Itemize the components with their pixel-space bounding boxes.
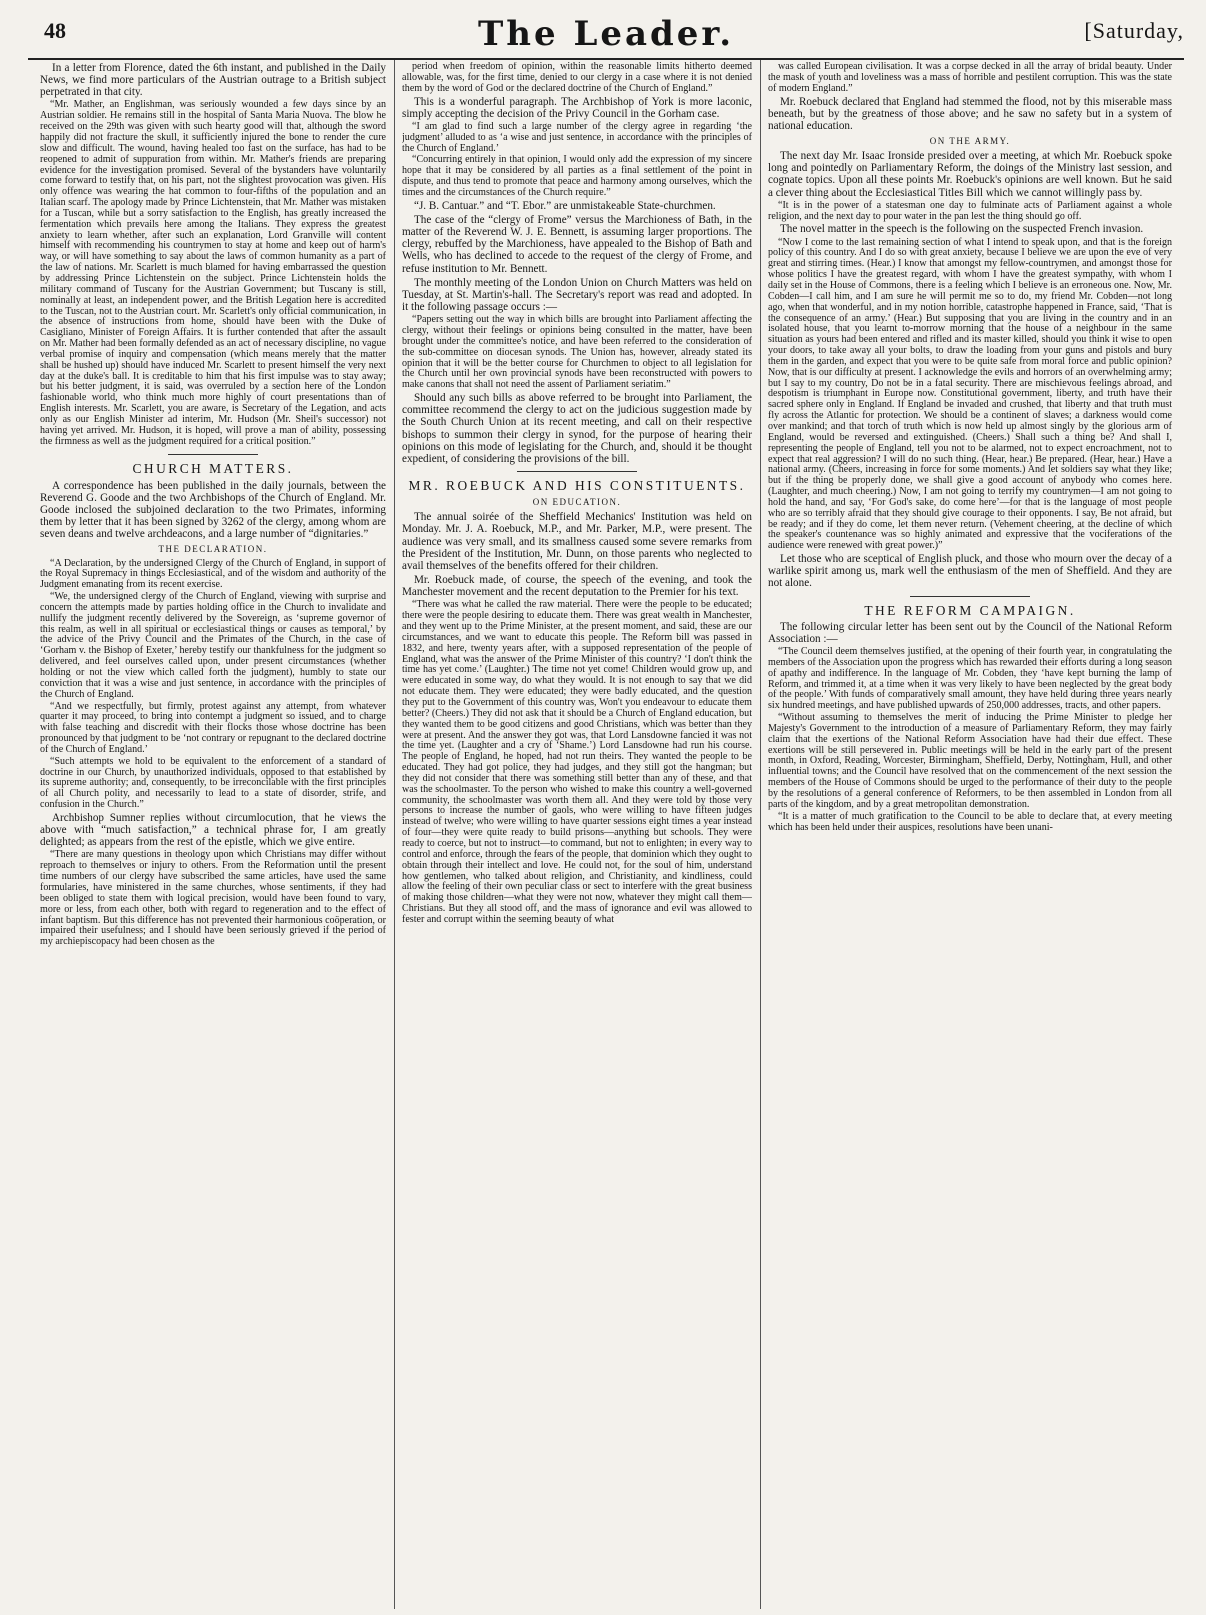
subheading-education: ON EDUCATION. — [532, 497, 622, 508]
paragraph: “J. B. Cantuar.” and “T. Ebor.” are unmistakeable State-churchmen. — [414, 199, 716, 212]
paragraph: A correspondence has been published in the daily journals, between the Reverend G. Goode and the two Archbishops of the Church of England. Mr. Goode inclosed the subjoined declaration to the two Primates, informing them by letter that it has been signed by 3262 of the clergy, among whom are seven deans and twelve archdeacons, and a large number of “dignitaries.” — [40, 479, 386, 541]
quoted-paragraph: “The Council deem themselves justified, at the opening of their fourth year, in congratulating the members of the Association upon the progress which has rewarded their efforts during a long season of apathy and indifference. In the language of Mr. Cobden, they ‘have kept burning the lamp of Reform, and trimmed it, at a time when it was very likely to have been neglected by the great body of the people.’ With funds of comparatively small amount, they have held during three years nearly six hundred meetings, and have published upwards of 250,000 addresses, tracts, and other papers. — [768, 646, 1172, 712]
quoted-paragraph: “I am glad to find such a large number of the clergy agree in regarding ‘the judgment’ alluded to as ‘a wise and just sentence, in accordance with the principles of the Church of England.’ — [402, 120, 752, 154]
quoted-paragraph: “Papers setting out the way in which bills are brought into Parliament affecting the clergy, without their feelings or opinions being consulted in the matter, have been brought under the committee's notice, and have been referred to the consideration of the sub-committee on diocesan synods. The Union has, however, already stated its opinion that it will be the better course for Churchmen to object to all legislation for the Church until her own provincial synods have been reconstructed with powers to make canons that shall not need the assent of Parliament seriatim.” — [402, 314, 752, 391]
paragraph: Archbishop Sumner replies without circumlocution, that he views the above with “much satisfaction,” a technical phrase for, I am greatly delighted; as appears from the rest of the epistle, which we give entire. — [40, 811, 386, 849]
quoted-paragraph: “Mr. Mather, an Englishman, was seriously wounded a few days since by an Austrian soldier. He remains still in the hospital of Santa Maria Nuova. The blow he received on the 29th was given with such hearty good will that, although the sword happily did not fracture the skull, it sufficiently injured the bone to render the cure slow and difficult. The wound, having healed too fast on the surface, has had to be reopened to admit of suppuration from within. Mr. Mather's friends are preparing evidence for the investigation promised. Several of the bystanders have voluntarily come forward to testify that, on his part, not the slightest provocation was given. His only offence was wearing the hat common to four-fifths of the population and an Italian scarf. The apology made by Prince Lichtenstein, that Mr. Mather was mistaken for a Tuscan, while but a sorry satisfaction to the English, has greatly increased the fermentation which prevails here among the Italians. They express the greatest anxiety to learn whether, after such an explanation, Lord Granville will content himself with recommending his countrymen to stay at home and keep out of harm's way, or will have something to say about the laws of common humanity as a part of the law of nations. Mr. Scarlett is much blamed for having embarrassed the question by addressing Prince Lichtenstein on the subject. Prince Lichtenstein holds the military command of Tuscany for the Austrian Government; but Tuscany is still, nominally at least, an independent power, and the British Legation here is accredited to the Tuscan, not to the Austrian court. Mr. Scarlett's only official communication, in the absence of instructions from home, should have been with the Duke of Casigliano, Minister of Foreign Affairs. It is further contended that after the assault on Mr. Mather had been formally defended as an act of necessary discipline, no vague verbal promise of inquiry and compensation (which means merely that the matter shall be hushed up) should have induced Mr. Scarlett to present himself the very next day at the duke's ball. It is creditable to him that his first impulse was to stay away; but his better judgment, it is said, was overruled by a section here of the London fashionable world, who think much more highly of court presentations than of English interests. Mr. Scarlett, you are aware, is Secretary of the Legation, and acts only as our English Minister ad interim, Mr. Hudson (Mr. Sheil's successor) not having yet arrived. Mr. Hudson, it is hoped, will prove a man of ability, possessing the firmness as well as the judgment required for a critical position.” — [40, 99, 386, 447]
section-divider — [517, 471, 637, 472]
quoted-paragraph: was called European civilisation. It was a corpse decked in all the array of bridal beauty. Under the mask of youth and loveliness was a mass of horrible and pestilent corruption. This was the state of modern England.” — [768, 62, 1172, 94]
masthead-title: The Leader. — [477, 14, 735, 54]
paragraph: In a letter from Florence, dated the 6th instant, and published in the Daily News, we find more particulars of the Austrian outrage to a British subject perpetrated in that city. — [40, 62, 386, 99]
quoted-paragraph: “There are many questions in theology upon which Christians may differ without reproach to themselves or injury to others. From the Reformation until the present time numbers of our clergy have subscribed the same articles, have used the same formularies, have ministered in the same churches, whose sentiments, if they had been obliged to state them with logical precision, would have been found to vary, more or less, from each other, both with regard to regeneration and to the effect of infant baptism. But this difference has not prevented their harmonious coöperation, or impaired their usefulness; and I should have been seriously grieved if the period of my archiepiscopacy had been chosen as the — [40, 849, 386, 948]
quoted-paragraph: “Concurring entirely in that opinion, I would only add the expression of my sincere hope that it may be considered by all parties as a final settlement of the point in dispute, and thus tend to promote that peace and harmony among ourselves, which the times and the circumstances of the Church require.” — [402, 154, 752, 198]
quoted-paragraph: “A Declaration, by the undersigned Clergy of the Church of England, in support of the Royal Supremacy in things Ecclesiastical, and of the wisdom and authority of the Judgment emanating from its recent exercise. — [40, 557, 386, 591]
quoted-paragraph: “And we respectfully, but firmly, protest against any attempt, from whatever quarter it may proceed, to bring into contempt a judgment so issued, and to charge with false teaching and discredit with their flocks those whose doctrine has been pronounced by that judgment to be ‘not contrary or repugnant to the declared doctrine of the Church of England.’ — [40, 700, 386, 755]
quoted-paragraph: “Now I come to the last remaining section of what I intend to speak upon, and that is the foreign policy of this country. And I do so with great anxiety, because I believe we are upon the eve of very great and stirring times. (Hear.) I know that amongst my fellow-countrymen, and amongst those for whose politics I have the greatest regard, with whom I have the greatest sympathy, with whom I daily set in the House of Commons, there is a feeling which I believe is an erroneous one. Now, Mr. Cobden—I call him, and I am sure he will permit me so to do, my friend Mr. Cobden—not long ago, when that wonderful, and in my notion horrible, catastrophe happened in France, said, ‘That is the consequence of an army.’ (Hear.) But supposing that you are living in the country and in an isolated house, that you learnt to-morrow morning that the house of a neighbour in the same situation as yours had been entered and rifled and its master killed, should you think it wise to open your doors, to take away all your bolts, to draw the loading from your guns and pistols and bury them in the garden, and expect that you were to be quite safe from moral force and public opinion? Now, that is our difficulty at present. I acknowledge the evils and horrors of an overwhelming army; but I say to my country, Do not be in a fatal security. There are mischievous feelings abroad, and despotism is triumphant in Europe now. Constitutional government, liberty, and truth have their sacred sphere only in England. If England be invaded and crushed, that liberty and that truth must fly across the Atlantic for protection. We should be a continent of slaves; a darkness would come over mankind; and that torch of truth which is now held up almost singly by the glorious arm of England, would be reversed and extinguished. (Cheers.) Shall such a thing be? And shall I, representing the people of England, tell you not to be alarmed, not to expect encroachment, not to expect that real aggression? I will do no such thing. (Hear, hear.) Be prepared. (Hear, hear.) Have a national army. (Cheers, increasing in force for some moments.) And let soldiers say what they like; but if the thing be properly done, we shall give a good account of anybody who comes here. (Laughter, and much cheering.) Now, I am not going to terrify my countrymen—I am not going to hold the hand, and say, ‘For God's sake, do come here’—for that is the language of most people who are so terribly afraid that they should give courage to their opponents. I say, Be not afraid, but be ready; and if they do come, let them never return. (Vehement cheering, at the decline of which the speaker's countenance was so highly animated and expressive that the vociferations of the audience were renewed with great power.)” — [768, 236, 1172, 552]
section-heading-roebuck: MR. ROEBUCK AND HIS CONSTITUENTS. — [408, 478, 746, 493]
column-1 — [40, 62, 386, 1609]
quoted-paragraph: “We, the undersigned clergy of the Church of England, viewing with surprise and concern the attempts made by parties holding office in the Church to invalidate and nullify the judgment recently delivered by the Sovereign, as ‘supreme governor of this realm, as well in all spiritual or ecclesiastical things or causes as temporal,’ by the advice of the Privy Council and the Primates of the Church, in the case of ‘Gorham v. the Bishop of Exeter,’ hereby testify our thankfulness for the judgment so delivered, and feel ourselves called upon, under present circumstances (whether holding or not the view which called forth the judgment), humbly to state our conviction that it was a wise and just sentence, in accordance with the principles of the Church of England. — [40, 591, 386, 700]
quoted-paragraph: “It is a matter of much gratification to the Council to be able to declare that, at every meeting which has been held under their auspices, resolutions have been unani- — [768, 810, 1172, 833]
column-3 — [768, 62, 1172, 1609]
section-divider — [168, 454, 258, 455]
column-2 — [402, 62, 752, 1609]
section-heading-church-matters: CHURCH MATTERS. — [132, 461, 294, 477]
page-number: 48 — [44, 18, 66, 43]
paragraph: The case of the “clergy of Frome” versus the Marchioness of Bath, in the matter of the Reverend W. J. E. Bennett, is assuming larger proportions. The clergy, rebuffed by the Marchioness, have appealed to the Bishop of Bath and Wells, who has declined to accede to the request of the clergy of Frome, and refuse institution to Mr. Bennett. — [402, 213, 752, 275]
quoted-paragraph: “Without assuming to themselves the merit of inducing the Prime Minister to pledge her Majesty's Government to the introduction of a measure of Parliamentary Reform, they may fairly claim that the exertions of the National Reform Association have had their due effect. These exertions will be still persevered in. Public meetings will be held in the early part of the present month, in Oxford, Reading, Worcester, Birmingham, Sheffield, Derby, Nottingham, Hull, and other influential towns; and the Council have resolved that on the commencement of the next session the members of the House of Commons should be urged to the performance of their duty to the people by the resolutions of a general conference of Reformers, to be then assembled in London from all parts of the kingdom, and by a great metropolitan demonstration. — [768, 712, 1172, 810]
paragraph: Should any such bills as above referred to be brought into Parliament, the committee recommend the clergy to act on the judicious suggestion made by the South Church Union at its recent meeting, and call on their respective bishops to summon their clergy in synod, for the purpose of hearing their opinions on this mode of legislating for the Church, and, should it be thought expedient, of considering the provisions of the bill. — [402, 392, 752, 465]
quoted-paragraph: “There was what he called the raw material. There were the people to be educated; there were the people desiring to educate them. There was great wealth in Manchester, and they went up to the Prime Minister, at the present moment, and said, these are our circumstances, and we want to educate this people. The Reform bill was passed in 1832, and here, twenty years after, with a supposed representation of the people of England, what was the answer of the Prime Minister of this country? ‘I don't think the time has yet come.’ (Laughter.) The time not yet come! Children would grow up, and were educated in some way, do what they would. It is not enough to say that we did not educate them. They were educated; they were badly educated, and the question they put to the Government of this country was, Won't you endeavour to educate them better? (Cheers.) They did not ask that it should be a Church of England education, but they wanted them to be good citizens and good Christians, which was better than they were at present. And the answer they got was, that Lord Lansdowne fancied it was not the time yet. (Laughter and a cry of ‘Shame.’) Lord Lansdowne had run his course. The people of England, he hoped, had not run theirs. They wanted the people to be educated. They had got police, they had judges, and they still got the hangman; but they did not consider that there was something still better than any of these, and that was the schoolmaster. To the person who wished to make this country a well-governed community, the schoolmaster was worth them all. And they were told by those very persons to increase the number of gaols, who were willing to have fifteen judges instead of twelve; who were willing to have quarter sessions eight times a year instead of four—they were quite ready to build prisons—anything but schools. They were ready to coerce, but not to instruct—to command, but not to enlighten; in every way to control and enforce, through the fears of the people, that dominion which they ought to obtain through their intellect and love. He could not, for the soul of him, understand how gentlemen, who talked about religion, and Christianity, and kindliness, could allow the feeling of their own peculiar class or sect to interfere with the great business of making those children—what they were not now, whatever they might call them—Christians. But they all stood off, and the mass of ignorance and evil was allowed to fester and corrupt within the seeming beauty of what — [402, 599, 752, 925]
paragraph: Let those who are sceptical of English pluck, and those who mourn over the decay of a warlike spirit among us, mark well the enthusiasm of the men of Sheffield. And they are not alone. — [768, 553, 1172, 590]
paragraph: This is a wonderful paragraph. The Archbishop of York is more laconic, simply accepting the decision of the Privy Council in the Gorham case. — [402, 95, 752, 120]
paragraph: The following circular letter has been sent out by the Council of the National Reform Association :— — [768, 620, 1172, 645]
subheading-army: ON THE ARMY. — [929, 136, 1011, 146]
section-divider — [910, 596, 1030, 597]
quoted-paragraph: period when freedom of opinion, within the reasonable limits hitherto deemed allowable, was, for the first time, denied to our clergy in a case where it is not denied them by the word of God or the declared doctrine of the Church of England.” — [402, 62, 752, 94]
paragraph: The annual soirée of the Sheffield Mechanics' Institution was held on Monday. Mr. J. A. Roebuck, M.P., and Mr. Parker, M.P., were present. The audience was very small, and its smallness caused some severe remarks from the President of the Institution, Mr. Dunn, on those parents who neglected to avail themselves of the benefits offered for their children. — [402, 511, 752, 572]
quoted-paragraph: “It is in the power of a statesman one day to fulminate acts of Parliament against a whole religion, and the next day to pour water in the pan lest the thing should go off. — [768, 199, 1172, 222]
paragraph: Mr. Roebuck made, of course, the speech of the evening, and took the Manchester movement and the recent deputation to the Premier for his text. — [402, 574, 752, 599]
quoted-paragraph: “Such attempts we hold to be equivalent to the enforcement of a standard of doctrine in our Church, by unauthorized individuals, opposed to that established by its supreme authority; and, consequently, to be irreconcilable with the first principles of all Church polity, and necessarily to lead to a state of disorder, strife, and confusion in the Church.” — [40, 755, 386, 811]
page-header — [28, 14, 1184, 60]
paragraph: The next day Mr. Isaac Ironside presided over a meeting, at which Mr. Roebuck spoke long and pointedly on Parliamentary Reform, the doings of the Ministry last session, and cognate topics. Upon all these points Mr. Roebuck's opinions are well known. But he said a clever thing about the Ecclesiastical Titles Bill which we cannot willingly pass by. — [768, 150, 1172, 199]
column-separator — [394, 60, 395, 1609]
paragraph: The monthly meeting of the London Union on Church Matters was held on Tuesday, at St. Martin's-hall. The Secretary's report was read and adopted. In it the following passage occurs :— — [402, 276, 752, 313]
column-separator — [760, 60, 761, 1609]
subheading-declaration: THE DECLARATION. — [158, 544, 268, 555]
paragraph: The novel matter in the speech is the following on the suspected French invasion. — [780, 223, 1144, 236]
header-weekday: [Saturday, — [1084, 18, 1184, 43]
paragraph: Mr. Roebuck declared that England had stemmed the flood, not by this miserable mass beneath, but by the greatness of those above; and he saw no safety but in a system of national education. — [768, 95, 1172, 132]
header-rule — [28, 58, 1184, 60]
section-heading-reform-campaign: THE REFORM CAMPAIGN. — [864, 602, 1076, 618]
